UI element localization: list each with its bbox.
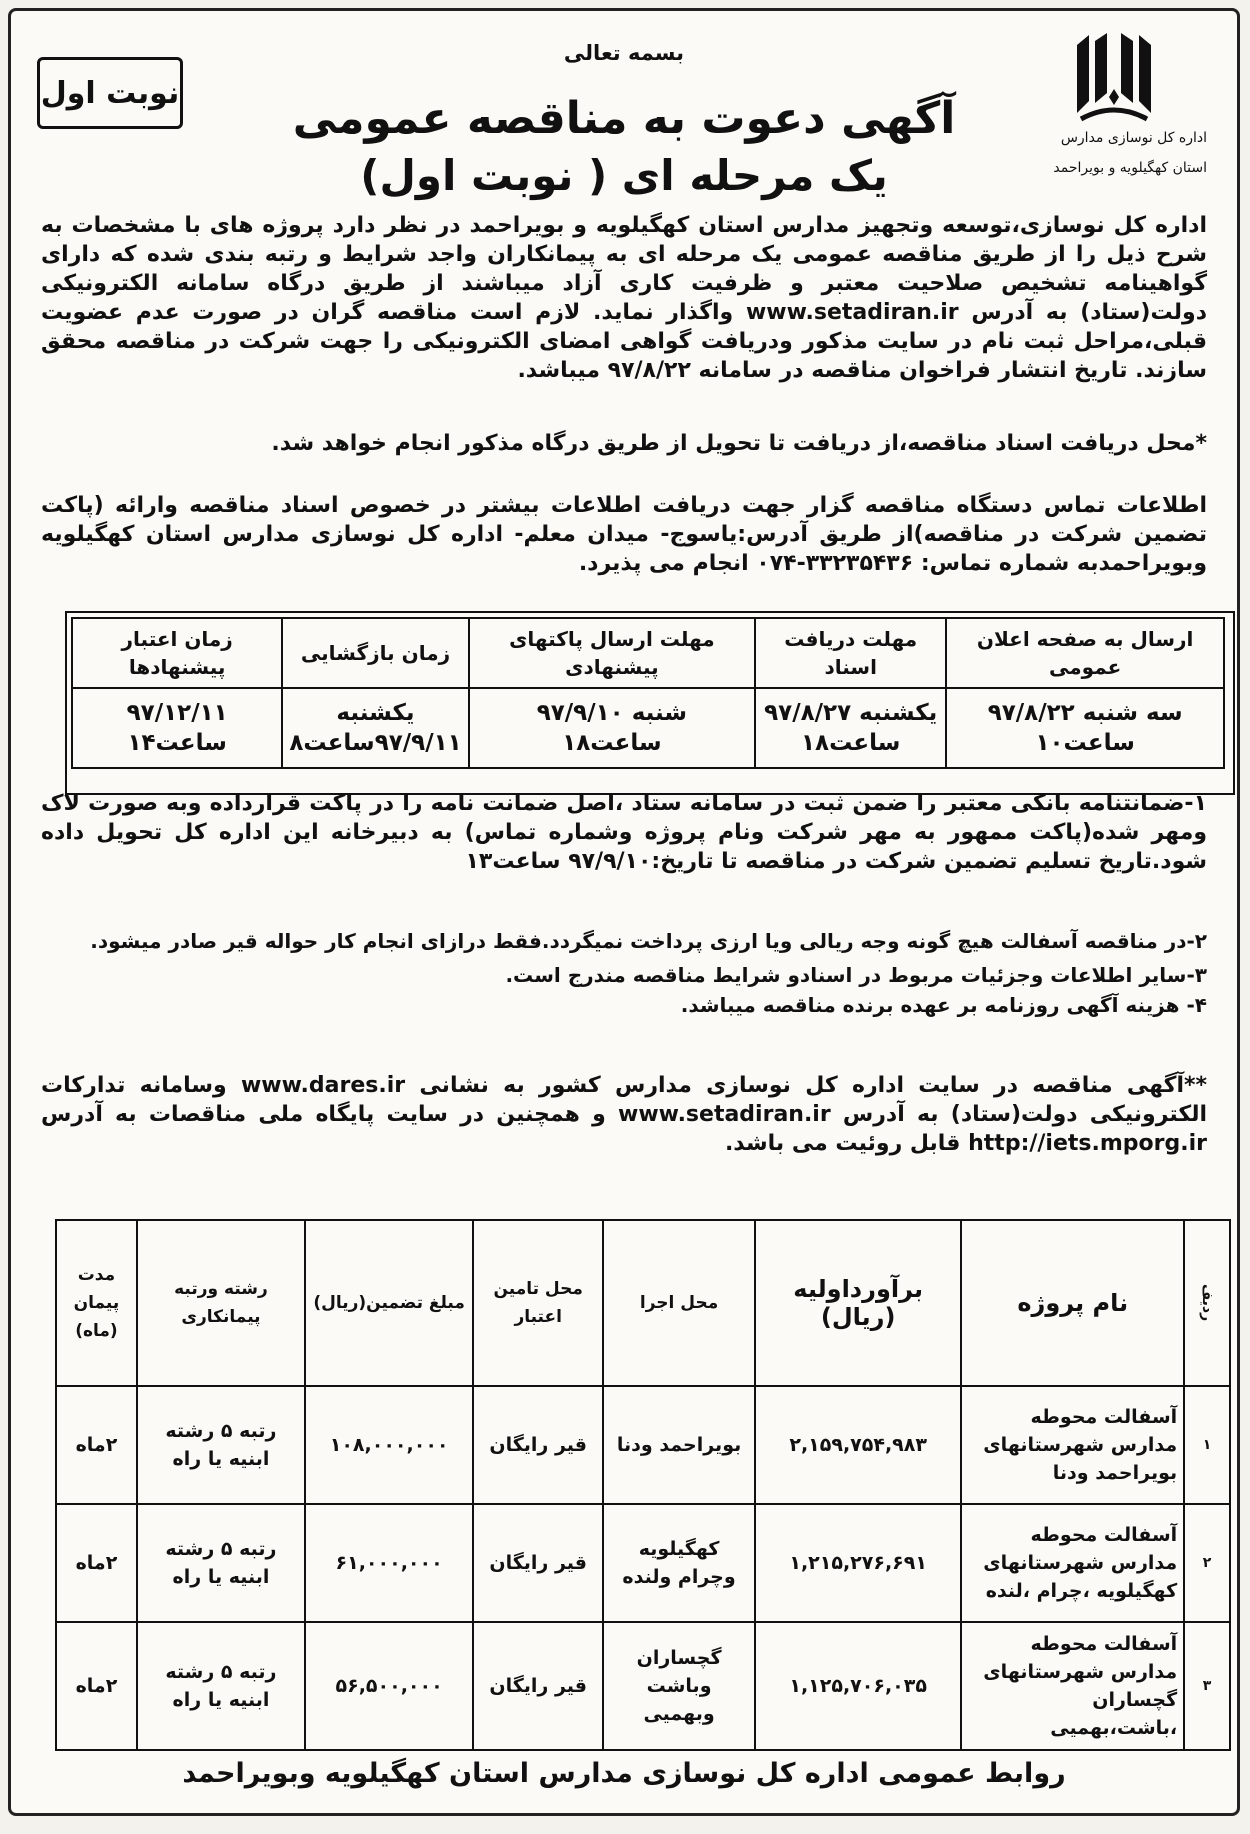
intro-paragraph: اداره کل نوسازی،توسعه وتجهیز مدارس استان کهگیلویه و بویراحمد در نظر دارد پروژه های با مشخصات به شرح ذیل را از طریق مناقصه عمومی یک مرحله ای به پیمانکاران واجد شرایط و رتبه بندی شده که دارای گواهینامه تشخیص صلاحیت معتبر و ظرفیت کاری آزاد میباشند از طریق درگاه سامانه الکترونیکی دولت(ستاد) به آدرس www.setadiran.ir واگذار نماید. لازم است مناقصه گران در صورت عدم عضویت قبلی،مراحل ثبت نام در سایت مذکور ودریافت گواهی امضای الکترونیکی را جهت شرکت در مناقصه محقق سازند. تاریخ انتشار فراخوان مناقصه در سامانه ۹۷/۸/۲۲ میباشد.	[41, 213, 1207, 383]
cell-estimate: ۲,۱۵۹,۷۵۴,۹۸۳	[755, 1386, 961, 1504]
schedule-value-row	[72, 688, 1224, 768]
projects-table	[55, 1219, 1231, 1751]
footer-signature: روابط عمومی اداره کل نوسازی مدارس استان کهگیلویه وبویراحمد	[182, 1758, 1066, 1789]
org-line-1: اداره کل نوسازی مدارس	[1060, 130, 1207, 146]
doc-place-note: *محل دریافت اسناد مناقصه،از دریافت تا تحویل از طریق درگاه مذکور انجام خواهد شد.	[271, 431, 1207, 456]
cell-grade: رتبه ۵ رشته ابنیه یا راه	[137, 1622, 305, 1750]
cell-estimate: ۱,۲۱۵,۲۷۶,۶۹۱	[755, 1504, 961, 1622]
cell-index: ۳	[1184, 1622, 1230, 1750]
cell-guarantee: ۱۰۸,۰۰۰,۰۰۰	[305, 1386, 473, 1504]
tender-notice	[8, 8, 1240, 1816]
notice-title: آگهی دعوت به مناقصه عمومی	[292, 93, 956, 144]
cell-grade: رتبه ۵ رشته ابنیه یا راه	[137, 1386, 305, 1504]
cell-location: گچساران وباشت وبهمیی	[603, 1622, 755, 1750]
note-3: ۳-سایر اطلاعات وجزئیات مربوط در اسنادو شرایط مناقصه مندرج است.	[505, 963, 1207, 987]
org-name	[977, 123, 1207, 183]
org-line-2: استان کهگیلویه و بویراحمد	[1053, 160, 1207, 176]
schedule-cell: یکشنبه ۹۷/۸/۲۷ ساعت۱۸	[755, 688, 946, 768]
schedule-header-row	[72, 618, 1224, 688]
cell-location: کهگیلویه وچرام ولنده	[603, 1504, 755, 1622]
col-header-funding: محل تامین اعتبار	[473, 1220, 603, 1386]
cell-name: آسفالت محوطه مدارس شهرستانهای گچساران ،باشت،بهمیی	[961, 1622, 1184, 1750]
cell-name: آسفالت محوطه مدارس شهرستانهای بویراحمد ودنا	[961, 1386, 1184, 1504]
cell-guarantee: ۶۱,۰۰۰,۰۰۰	[305, 1504, 473, 1622]
cell-index: ۱	[1184, 1386, 1230, 1504]
cell-duration: ۲ماه	[56, 1504, 137, 1622]
notice-subtitle: یک مرحله ای ( نوبت اول)	[360, 151, 888, 200]
contact-paragraph: اطلاعات تماس دستگاه مناقصه گزار جهت دریافت اطلاعات بیشتر در خصوص اسناد مناقصه وارائه (پاکت تضمین شرکت در مناقصه)از طریق آدرس:یاسوج- میدان معلم- اداره کل نوسازی مدارس استان کهگیلویه وبویراحمدبه شماره تماس: ۳۳۲۳۵۴۳۶-۰۷۴ انجام می پذیرد.	[41, 493, 1207, 576]
col-header-estimate: برآورداولیه (ریال)	[755, 1220, 961, 1386]
org-emblem-icon	[1069, 31, 1159, 123]
cell-grade: رتبه ۵ رشته ابنیه یا راه	[137, 1504, 305, 1622]
cell-funding: قیر رایگان	[473, 1386, 603, 1504]
schedule-cell: شنبه ۹۷/۹/۱۰ ساعت۱۸	[469, 688, 755, 768]
table-row	[56, 1386, 1230, 1504]
cell-duration: ۲ماه	[56, 1622, 137, 1750]
projects-header-row	[56, 1220, 1230, 1386]
bismillah: بسمه تعالی	[563, 41, 685, 65]
note-2: ۲-در مناقصه آسفالت هیچ گونه وجه ریالی ویا ارزی پرداخت نمیگردد.فقط درازای انجام کار حواله قیر صادر میشود.	[90, 929, 1207, 953]
cell-duration: ۲ماه	[56, 1386, 137, 1504]
table-row	[56, 1622, 1230, 1750]
cell-funding: قیر رایگان	[473, 1622, 603, 1750]
cell-location: بویراحمد ودنا	[603, 1386, 755, 1504]
cell-guarantee: ۵۶,۵۰۰,۰۰۰	[305, 1622, 473, 1750]
col-header-location: محل اجرا	[603, 1220, 755, 1386]
cell-estimate: ۱,۱۲۵,۷۰۶,۰۳۵	[755, 1622, 961, 1750]
cell-funding: قیر رایگان	[473, 1504, 603, 1622]
col-header-name: نام پروژه	[961, 1220, 1184, 1386]
schedule-cell: یکشنبه ۹۷/۹/۱۱ساعت۸	[282, 688, 468, 768]
table-row	[56, 1504, 1230, 1622]
note-1: ۱-ضمانتنامه بانکی معتبر را ضمن ثبت در سامانه ستاد ،اصل ضمانت نامه را در پاکت قرارداده وبه صورت لاک ومهر شده(پاکت ممهور به مهر شرکت ونام پروژه وشماره تماس) به دبیرخانه این اداره کل تحویل داده شود.تاریخ تسلیم تضمین شرکت در مناقصه تا تاریخ:۹۷/۹/۱۰ ساعت۱۳	[41, 791, 1207, 874]
note-4: ۴- هزینه آگهی روزنامه بر عهده برنده مناقصه میباشد.	[680, 993, 1207, 1017]
col-header-index: ردیف	[1184, 1220, 1230, 1386]
schedule-cell: سه شنبه ۹۷/۸/۲۲ ساعت۱۰	[946, 688, 1224, 768]
cell-name: آسفالت محوطه مدارس شهرستانهای کهگیلویه ،چرام ،لنده	[961, 1504, 1184, 1622]
schedule-header: زمان اعتبار پیشنهادها	[72, 618, 282, 688]
round-badge: نوبت اول	[37, 57, 183, 129]
col-header-guarantee: مبلغ تضمین(ریال)	[305, 1220, 473, 1386]
cell-index: ۲	[1184, 1504, 1230, 1622]
col-header-duration: مدت پیمان (ماه)	[56, 1220, 137, 1386]
schedule-header: زمان بازگشایی	[282, 618, 468, 688]
sites-paragraph: **آگهی مناقصه در سایت اداره کل نوسازی مدارس کشور به نشانی www.dares.ir وسامانه تدارکات الکترونیکی دولت(ستاد) به آدرس www.setadiran.ir و همچنین در سایت پایگاه ملی مناقصات به آدرس http://iets.mporg.ir قابل روئیت می باشد.	[41, 1073, 1207, 1156]
schedule-header: ارسال به صفحه اعلان عمومی	[946, 618, 1224, 688]
schedule-table	[71, 617, 1225, 769]
schedule-cell: ۹۷/۱۲/۱۱ ساعت۱۴	[72, 688, 282, 768]
schedule-header: مهلت دریافت اسناد	[755, 618, 946, 688]
schedule-header: مهلت ارسال پاکتهای پیشنهادی	[469, 618, 755, 688]
col-header-grade: رشته ورتبه پیمانکاری	[137, 1220, 305, 1386]
